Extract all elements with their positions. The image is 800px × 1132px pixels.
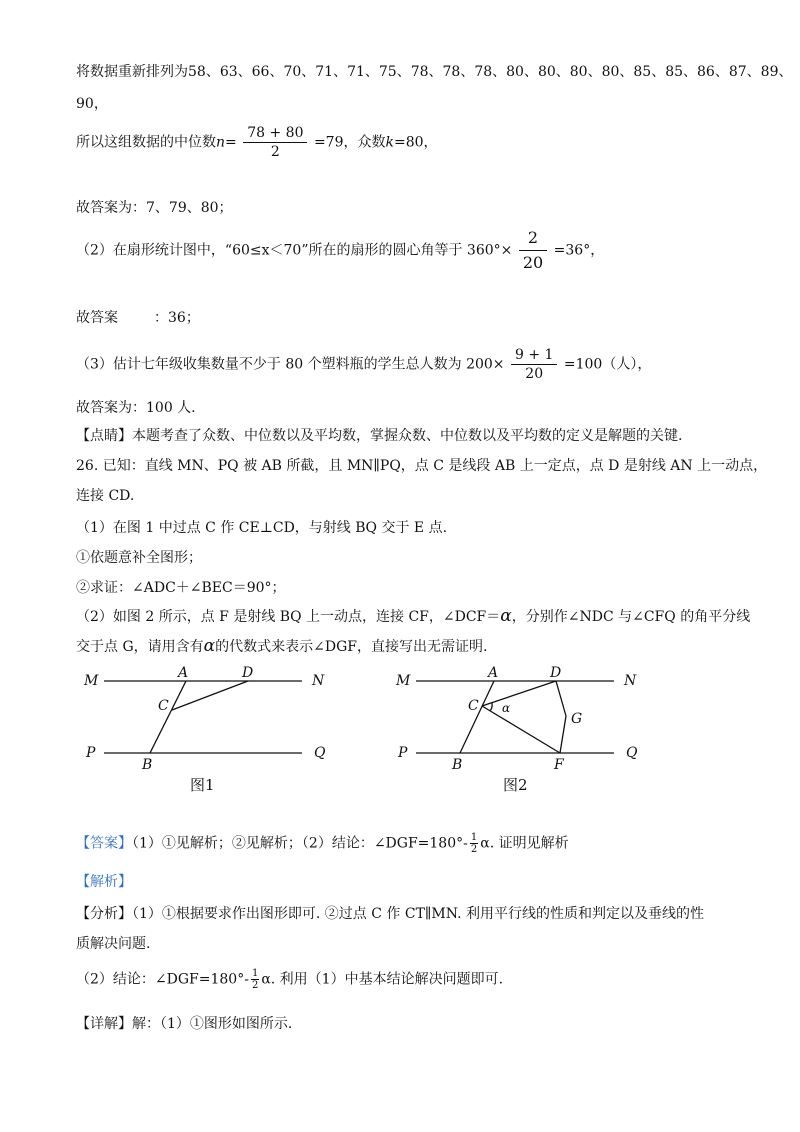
estimate-fraction: $\frac{9 + 1}{20}$ — [511, 346, 557, 383]
problem-26-line-4: ①依题意补全图形； — [76, 550, 202, 566]
segment-ab-fig1 — [150, 681, 186, 753]
text-line-9: 【点睛】本题考查了众数、中位数以及平均数，掌握众数、中位数以及平均数的定义是解题的关键. — [76, 428, 683, 444]
label-p-fig2: P — [398, 745, 408, 761]
analysis-line-2: 质解决问题. — [76, 936, 151, 952]
estimate-line: （3）估计七年级收集数量不少于 80 个塑料瓶的学生总人数为 200× $\frac{9 + 1}{20}$ =100（人）， — [76, 347, 652, 382]
caption-fig2: 图2 — [503, 776, 528, 794]
sector-angle-line: （2）在扇形统计图中，“60≤x＜70”所在的扇形的圆心角等于 360°× $\frac{2}{20}$ =36°， — [76, 226, 604, 275]
answer-fraction: $\frac{1}{2}$ — [470, 832, 478, 855]
segment-ab-fig2 — [460, 681, 494, 753]
segment-cf-fig2 — [482, 706, 560, 753]
label-c-fig2: C — [468, 698, 479, 714]
label-n-fig1: N — [312, 673, 325, 689]
label-alpha-fig2: α — [502, 701, 511, 715]
answer-line: 【答案】（1）①见解析；②见解析；（2）结论：∠DGF=180°- $\frac{1}{2}$ α. 证明见解析 — [76, 832, 569, 855]
label-p-fig1: P — [86, 745, 96, 761]
text-line-8: 故答案为：100 人. — [76, 400, 196, 416]
segment-dg-fig2 — [556, 681, 566, 716]
analysis-line-3: （2）结论：∠DGF=180°- $\frac{1}{2}$ α. 利用（1）中基本结论解决问题即可. — [76, 968, 504, 991]
analysis-line-1: 【分析】（1）①根据要求作出图形即可. ②过点 C 作 CT∥MN. 利用平行线的性质和判定以及垂线的性 — [76, 906, 704, 922]
label-b-fig2: B — [452, 757, 463, 773]
answer-tag: 【答案】 — [76, 835, 132, 852]
analysis-tag: 【解析】 — [76, 874, 132, 890]
label-m-fig2: M — [396, 673, 411, 689]
label-b-fig1: B — [142, 757, 153, 773]
label-n-fig2: N — [624, 673, 637, 689]
segment-cd-fig2 — [482, 681, 556, 706]
label-a-fig2: A — [488, 665, 499, 681]
label-q-fig1: Q — [314, 745, 326, 761]
label-c-fig1: C — [158, 698, 169, 714]
figure-1 — [104, 681, 302, 753]
problem-26-line-5: ②求证：∠ADC＋∠BEC＝90°； — [76, 580, 286, 596]
problem-26-line-3: （1）在图 1 中过点 C 作 CE⊥CD，与射线 BQ 交于 E 点. — [76, 520, 448, 536]
analysis-fraction: $\frac{1}{2}$ — [251, 968, 259, 991]
label-g-fig2: G — [571, 711, 583, 727]
detail-line: 【详解】解：（1）①图形如图所示. — [76, 1016, 293, 1032]
median-fraction: $\frac{78 + 80}{2}$ — [243, 124, 307, 161]
text-line-1: 将数据重新排列为58、63、66、70、71、71、75、78、78、78、80、80、80、80、85、85、86、87、89、 — [76, 64, 793, 80]
figure-2 — [416, 681, 614, 753]
label-f-fig2: F — [554, 757, 564, 773]
label-d-fig1: D — [242, 665, 254, 681]
problem-26-line-2: 连接 CD. — [76, 488, 135, 504]
label-m-fig1: M — [84, 673, 99, 689]
text-line-4: 故答案为：7、79、80； — [76, 200, 233, 216]
problem-26-line-7: 交于点 G，请用含有α的代数式来表示∠DGF，直接写出无需证明. — [76, 636, 488, 656]
text-line-6: 故答案 ：36； — [76, 310, 200, 326]
caption-fig1: 图1 — [190, 776, 215, 794]
problem-26-line-6: （2）如图 2 所示，点 F 是射线 BQ 上一动点，连接 CF，∠DCF＝α，分别作∠NDC 与∠CFQ 的角平分线 — [76, 606, 751, 626]
label-d-fig2: D — [550, 665, 562, 681]
median-line: 所以这组数据的中位数n= $\frac{78 + 80}{2}$ =79，众数k=80， — [76, 125, 438, 160]
problem-26-line-1: 26. 已知：直线 MN、PQ 被 AB 所截，且 MN∥PQ，点 C 是线段 AB 上一定点，点 D 是射线 AN 上一动点， — [76, 458, 768, 474]
label-a-fig1: A — [178, 665, 189, 681]
angle-arc-alpha — [490, 703, 492, 711]
geometry-figures — [0, 660, 800, 810]
sector-fraction: $\frac{2}{20}$ — [519, 226, 547, 275]
segment-gf-fig2 — [560, 716, 566, 753]
text-line-2: 90， — [76, 96, 108, 112]
label-q-fig2: Q — [626, 745, 638, 761]
